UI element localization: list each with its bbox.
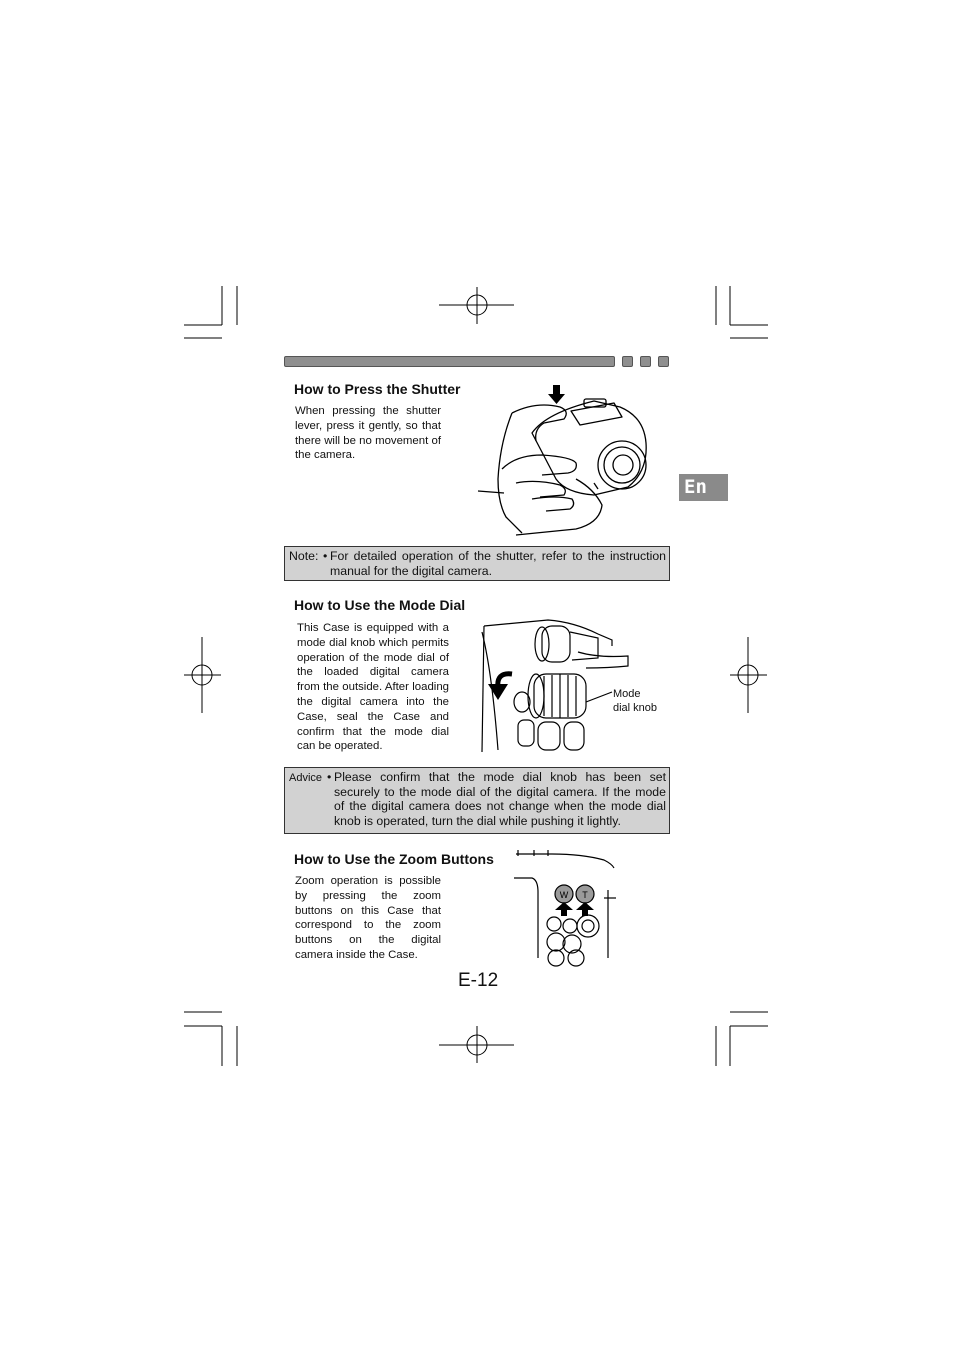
note-text: For detailed operation of the shutter, refer to the instruction manual for the digital camera. (330, 549, 666, 578)
header-square (658, 356, 669, 367)
zoom-button-tele (576, 885, 594, 903)
header-square (622, 356, 633, 367)
section-heading-zoom: How to Use the Zoom Buttons (294, 851, 494, 867)
zoom-w-label: W (559, 890, 569, 900)
advice-bullet: • (327, 770, 332, 784)
language-tab: En (679, 474, 728, 501)
callout-line-2: dial knob (613, 702, 658, 714)
press-arrow-icon (548, 385, 565, 404)
rotate-arrow-icon (488, 674, 512, 700)
press-up-arrow-icon (555, 902, 594, 916)
note-box (284, 546, 670, 581)
advice-text: Please confirm that the mode dial knob has been set securely to the mode dial of the digital camera. If the mode of the digital camera does not change when the mode dial knob is operated, turn the dial while pushing it lightly. (334, 770, 666, 828)
advice-box (284, 767, 670, 834)
mode-dial-illustration (478, 612, 638, 752)
zoom-button-wide (555, 885, 573, 903)
callout-line-1: Mode (613, 688, 641, 700)
mode-dial-callout (613, 687, 657, 715)
section-heading-mode-dial: How to Use the Mode Dial (294, 597, 466, 613)
zoom-illustration (512, 850, 618, 960)
note-bullet: • (323, 549, 328, 563)
section-body-shutter: When pressing the shutter lever, press it gently, so that there will be no movement of the camera. (295, 405, 441, 462)
header-square (640, 356, 651, 367)
advice-label: Advice (289, 772, 323, 784)
section-body-zoom: Zoom operation is possible by pressing the zoom buttons on this Case that correspond to the zoom buttons on the digital camera inside the Case. (295, 875, 441, 961)
note-label: Note: (289, 549, 319, 563)
shutter-illustration (476, 383, 652, 535)
section-body-mode-dial: This Case is equipped with a mode dial knob which permits operation of the mode dial of the loaded digital camera from the outside. After loading the digital camera into the Case, seal the Case and confirm that the mode dial can be operated. (297, 622, 449, 753)
section-heading-shutter: How to Press the Shutter (294, 381, 461, 397)
zoom-t-label: T (582, 890, 588, 900)
page-number: E-12 (458, 970, 499, 991)
header-bar (284, 356, 615, 367)
